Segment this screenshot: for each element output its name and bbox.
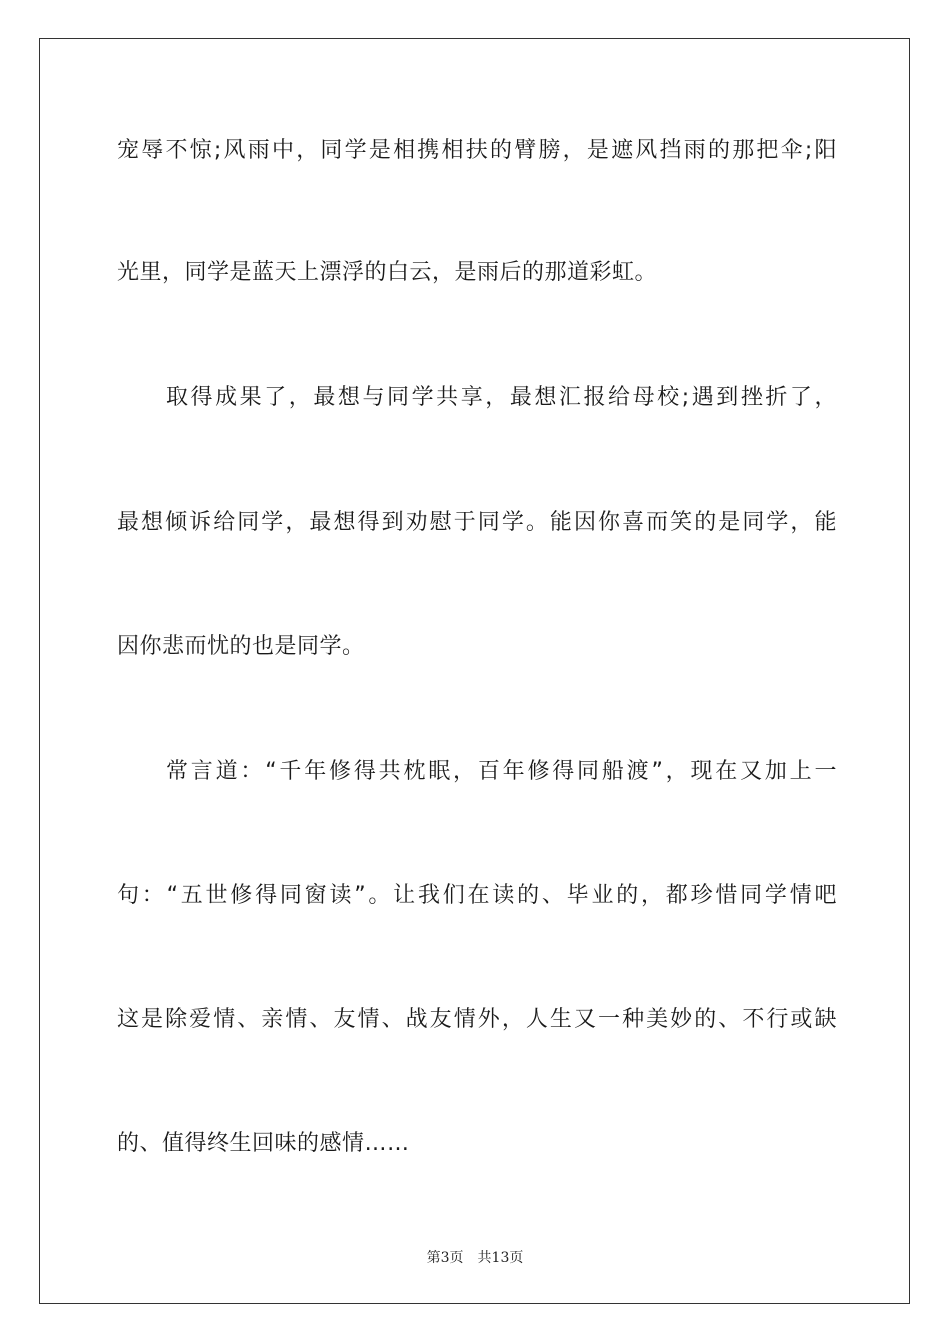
page-footer: [0, 1247, 950, 1267]
body-line-7: 句：“五世修得同窗读”。让我们在读的、毕业的，都珍惜同学情吧: [117, 883, 837, 908]
body-line-6: 常言道：“千年修得共枕眠，百年修得同船渡”，现在又加上一: [166, 759, 837, 784]
page-frame: [39, 38, 910, 1304]
body-line-2: 光里，同学是蓝天上漂浮的白云，是雨后的那道彩虹。: [117, 260, 658, 285]
body-line-3: 取得成果了，最想与同学共享，最想汇报给母校;遇到挫折了，: [166, 385, 837, 410]
page-total: 共13页: [477, 1250, 524, 1266]
body-line-4: 最想倾诉给同学，最想得到劝慰于同学。能因你喜而笑的是同学，能: [117, 510, 837, 535]
body-line-9: 的、值得终生回味的感情……: [117, 1131, 410, 1156]
page-number: 第3页: [426, 1250, 464, 1266]
body-line-8: 这是除爱情、亲情、友情、战友情外，人生又一种美妙的、不行或缺: [117, 1007, 837, 1032]
body-line-1: 宠辱不惊;风雨中，同学是相携相扶的臂膀，是遮风挡雨的那把伞;阳: [117, 138, 837, 163]
body-line-5: 因你悲而忧的也是同学。: [117, 634, 365, 659]
